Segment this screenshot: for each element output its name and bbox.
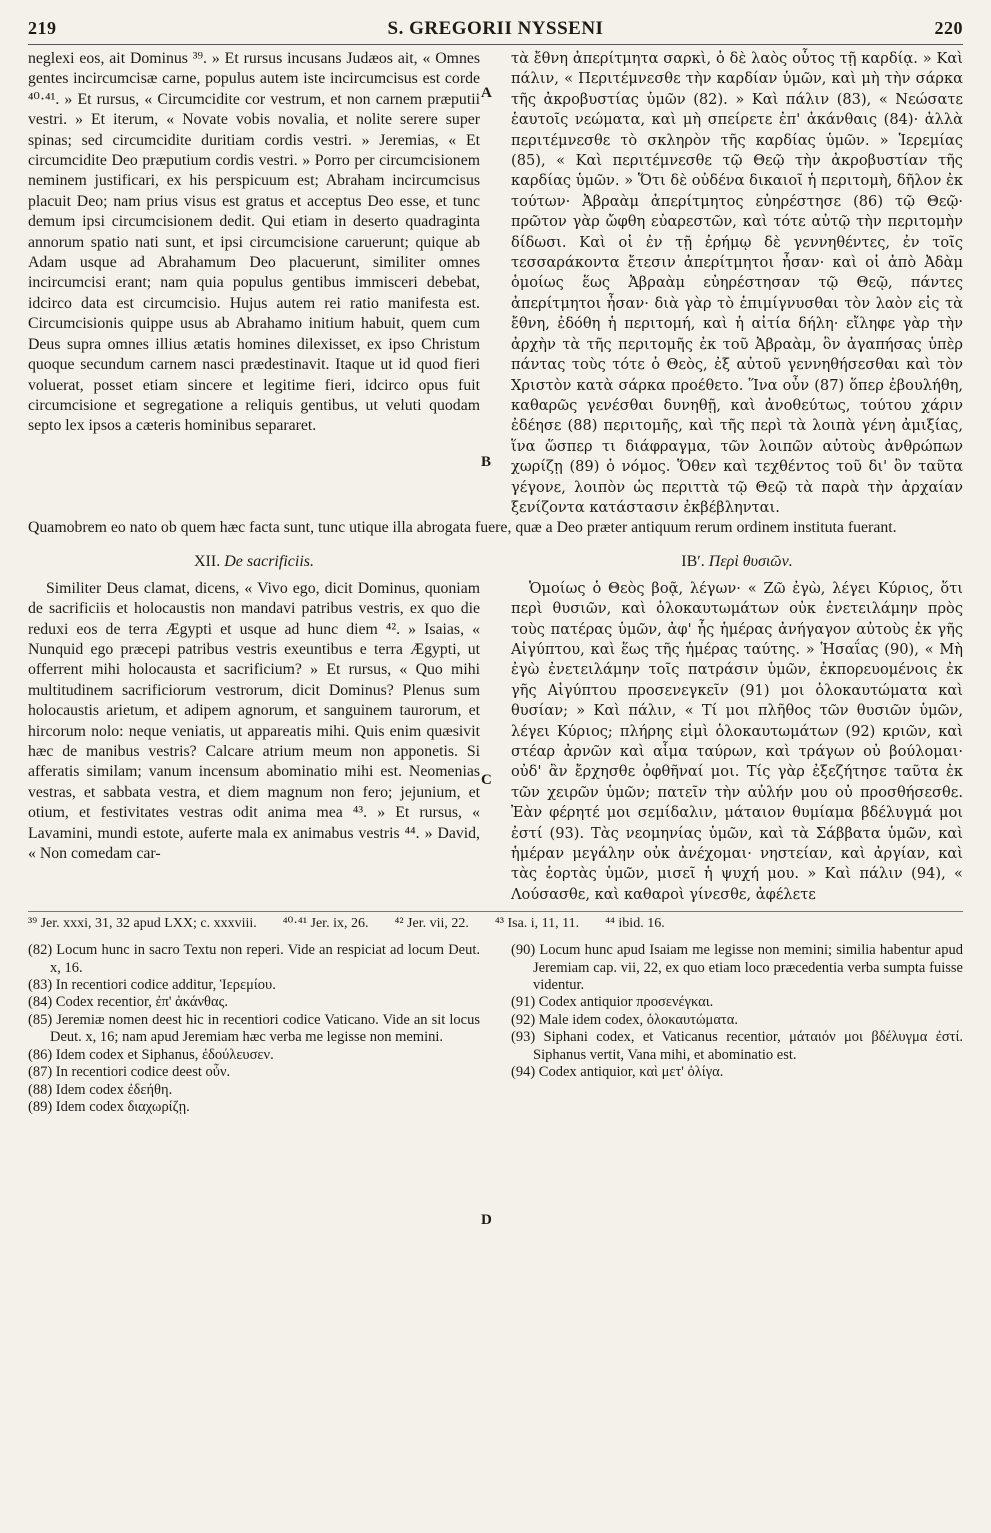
latin-section-number: XII. [194, 552, 221, 570]
greek-section-heading [511, 553, 963, 571]
greek-column-top [511, 49, 963, 518]
reference: ⁴² Jer. vii, 22. [394, 916, 469, 932]
greek-text-top: τὰ ἔθνη ἀπερίτμητα σαρκὶ, ὁ δὲ λαὸς οὗτος τῇ καρδίᾳ. » Καὶ πάλιν, « Περιτέμνεσθε τὴν καρδίαν ὑμῶν, καὶ μὴ τὴν σάρκα τῆς ἀκροβυστίας ὑμῶν (82). » Καὶ πάλιν (83), « Νεώσατε ἑαυτοῖς νεώματα, καὶ μὴ σπείρετε ἐπ' ἀκάνθαις (84)· ἀλλὰ περιτέμνεσθε τὸ σκληρὸν τῆς καρδίας ὑμῶν. » Ἱερεμίας (85), « Καὶ περιτέμνεσθε τῷ Θεῷ τὴν ἀκροβυστίαν τῆς καρδίας ὑμῶν. » Ὅτι δὲ οὐδένα δικαιοῖ ἡ περιτομὴ, δῆλον ἐκ τούτων· Ἀβραὰμ ἀπερίτμητος εὐηρέστησε (86) τῷ Θεῷ· πρῶτον γὰρ ὤφθη εὐαρεστῶν, καὶ τότε αὐτῷ τὴν περιτομὴν δίδωσι. Καὶ οἱ ἐν τῇ ἐρήμῳ δὲ γεννηθέντες, ἐν τοῖς τεσσαράκοντα ἔτεσιν ἀπερίτμητοι ἦσαν· καὶ οἱ ἀπὸ Ἀδὰμ ὁμοίως ἕως Ἀβραὰμ εὐηρέστησαν τῷ Θεῷ, πάντες ἀπερίτμητοι ἦσαν· διὰ γὰρ τὸ ἐπιμίγνυσθαι τὸν λαὸν εἰς τὰ ἔθνη, ἐδόθη ἡ περιτομή, καὶ ἡ αἰτία δήλη· εἴληφε γὰρ τὴν ἀρχὴν τὰ τῆς περιτομῆς ἐκ τοῦ Ἀβραὰμ, ὃν ἀγαπήσας ὑπὲρ πάντας τοὺς τότε ὁ Θεὸς, ἐξ αὐτοῦ γεννηθήσεσθαι καὶ τὸν Χριστὸν κατὰ σάρκα προέθετο. Ἵνα οὖν (87) ὅπερ ἐβουλήθη, καθαρῶς γενέσθαι δυνηθῇ, καὶ ἀνοθεύτως, τούτου χάριν ἐδέησε (88) περιτομῆς, καὶ τῆς περὶ τὰ λοιπὰ γένη ἀμιξίας, ἵνα ὥσπερ τι διάφραγμα, τῶν λοιπῶν αὐτοὺς ἀνθρώπων χωρίζῃ (89) ὁ νόμος. Ὅθεν καὶ τεχθέντος τοῦ δι' ὃν ταῦτα γέγονε, λοιπὸν ὡς περιττὰ τῷ Θεῷ τὰ παρὰ τὴν ἀρχαίαν ξενίζοντα κατάστασιν ἐκβέβληνται. [511, 50, 963, 516]
greek-section-title: Περὶ θυσιῶν. [708, 552, 793, 570]
footnote: (92) Male idem codex, ὁλοκαυτώματα. [511, 1011, 738, 1028]
right-page-number: 220 [934, 18, 963, 38]
latin-text-top: neglexi eos, ait Dominus ³⁹. » Et rursus incusans Judæos ait, « Omnes gentes incircumcisæ carne, populus autem iste incircumcisus est corde ⁴⁰·⁴¹. » Et rursus, « Circumcidite cor vestrum, et non carnem præputii vestri. » Et iterum, « Novate vobis novalia, et nolite serere super spinas; sed circumcidite duritiam cordis vestri. » Jeremias, « Et circumcidite Deo præputium cordis vestri. » Porro per circumcisionem neminem justificari, ex his perspicuum est; Abraham incircumcisus placuit Deo; nam prius visus est gratus et acceptus Deo esse, et tunc demum ipsi circumcisionem dedit. Qui etiam in deserto quadraginta annorum spatio nati sunt, et ipsi circumcisione caruerunt; quique ab Adam usque ad Abrahamum Deo placuerunt, similiter omnes incircumcisi erant; nam quia populus gentibus immisceri debebat, idcirco data est circumcisio. Hujus autem rei ratio manifesta est. Circumcisionis quippe usus ab Abrahamo initium habuit, quem cum Deus supra omnes illius ætatis homines dilexisset, ex ipso Christum quoque secundum carnem nasci prædestinavit. Itaque ut id quod fieri voluerat, posset etiam sincere et legitime fieri, idcirco opus fuit circumcisione et segregatione a reliquis gentibus, ut veluti quodam septo lex ipsos a cæteris hominibus separaret. [28, 50, 480, 435]
footnotes [28, 942, 963, 1116]
page [28, 18, 963, 1116]
footnote: (82) Locum hunc in sacro Textu non reperi. Vide an respiciat ad locum Deut. x, 16. [28, 942, 480, 976]
bottom-columns [28, 579, 963, 906]
footnotes-left [28, 942, 480, 1116]
footnote: (89) Idem codex διαχωρίζῃ. [28, 1098, 190, 1115]
latin-column-top [28, 49, 480, 518]
footnote: (87) In recentiori codice deest οὖν. [28, 1064, 231, 1081]
footnote: (94) Codex antiquior, καὶ μετ' ὀλίγα. [511, 1064, 724, 1081]
footnote: (91) Codex antiquior προσενέγκαι. [511, 994, 714, 1011]
top-columns [28, 49, 963, 518]
latin-section-title: De sacrificiis. [224, 552, 314, 570]
running-title: S. GREGORII NYSSENI [387, 18, 604, 39]
footnotes-right [511, 942, 963, 1116]
greek-column-bottom [511, 579, 963, 906]
footnote: (84) Codex recentior, ἐπ' ἀκάνθας. [28, 994, 228, 1011]
section-headings [28, 553, 963, 571]
margin-marker-c: C [481, 772, 492, 788]
running-header [28, 18, 963, 45]
footnote: (85) Jeremiæ nomen deest hic in recentiori codice Vaticano. Vide an sit locus Deut. x, 16; nam apud Jeremiam hæc verba me legisse non memini. [28, 1011, 480, 1046]
footnote: (86) Idem codex et Siphanus, ἐδούλευσεν. [28, 1046, 274, 1063]
reference: ³⁹ Jer. xxxi, 31, 32 apud LXX; c. xxxviii. [28, 916, 257, 932]
latin-column-bottom [28, 579, 480, 906]
margin-marker-a: A [481, 85, 492, 101]
latin-section-heading [28, 553, 480, 571]
left-page-number: 219 [28, 18, 57, 38]
full-width-text: Quamobrem eo nato ob quem hæc facta sunt, tunc utique illa abrogata fuere, quæ a Deo præter antiquum rerum ordinem instituta fuerant. [28, 519, 897, 537]
greek-section-number: ΙΒʹ. [681, 552, 705, 570]
latin-text-bottom: Similiter Deus clamat, dicens, « Vivo ego, dicit Dominus, quoniam de sacrificiis et holocaustis non mandavi patribus vestris, ex quo die reduxi eos de terra Ægypti et usque ad hunc diem ⁴². » Isaias, « Nunquid ego præcepi patribus vestris exeuntibus e terra Ægypti, ut offerrent mihi holocausta et sacrificium? » Et rursus, « Quo mihi multitudinem sacrificiorum vestrorum, dicit Dominus? Plenus sum holocaustis arietum, et adipem agnorum, et sanguinem taurorum, et hircorum nolo: neque veniatis, ut appareatis mihi. Quis enim quæsivit hæc de manibus vestris? Calcare atrium meum non apponetis. Si afferatis similam; vanum incensum abominatio mihi est. Neomenias vestras, et sabbata vestra, et diem magnum non fero; jejunium, et otium, et festivitates vestras odit anima mea ⁴³. » Et rursus, « Lavamini, mundi estote, auferte mala ex animabus vestris ⁴⁴. » David, « Non comedam car- [28, 579, 480, 863]
margin-marker-d: D [481, 1212, 492, 1228]
scripture-references [28, 911, 963, 932]
margin-marker-b: B [481, 454, 492, 470]
reference: ⁴⁰·⁴¹ Jer. ix, 26. [282, 916, 369, 932]
footnote: (83) In recentiori codice additur, Ἱερεμίου. [28, 977, 276, 994]
footnote: (93) Siphani codex, et Vaticanus recentior, μάταιόν μοι βδέλυγμα ἐστί. Siphanus vertit, Vana mihi, et abominatio est. [511, 1029, 963, 1063]
footnote: (88) Idem codex ἐδεήθη. [28, 1081, 173, 1098]
greek-text-bottom: Ὁμοίως ὁ Θεὸς βοᾷ, λέγων· « Ζῶ ἐγὼ, λέγει Κύριος, ὅτι περὶ θυσιῶν, καὶ ὁλοκαυτωμάτων οὐκ ἐνετειλάμην πρὸς τοὺς πατέρας ὑμῶν, ἀφ' ἧς ἡμέρας ἀνήγαγον αὐτοὺς ἐκ γῆς Αἰγύπτου, καὶ ἕως τῆς ἡμέρας ταύτης. » Ἡσαΐας (90), « Μὴ ἐγὼ ἐνετειλάμην τοῖς πατράσιν ὑμῶν, ἐκπορευομένοις ἐκ γῆς Αἰγύπτου προσενεγκεῖν (91) μοι ὁλοκαυτώματα καὶ θυσίαν; » Καὶ πάλιν, « Τί μοι πλῆθος τῶν θυσιῶν ὑμῶν, λέγει Κύριος; πλήρης εἰμὶ ὁλοκαυτωμάτων (92) κριῶν, καὶ στέαρ ἀρνῶν καὶ αἷμα ταύρων, καὶ τράγων οὐ βούλομαι· οὐδ' ἂν ἔρχησθε ὀφθῆναί μοι. Τίς γὰρ ἐξεζήτησε ταῦτα ἐκ τῶν χειρῶν ὑμῶν; πατεῖν τὴν αὐλήν μου οὐ προσθήσεσθε. Ἐὰν φέρητέ μοι σεμίδαλιν, μάταιον θυμίαμα βδέλυγμά μοι ἐστί (93). Τὰς νεομηνίας ὑμῶν, καὶ τὰ Σάββατα ὑμῶν, καὶ ἡμέραν μεγάλην οὐκ ἀνέχομαι· νηστείαν, καὶ ἀργίαν, καὶ τὰς ἑορτὰς ὑμῶν, μισεῖ ἡ ψυχή μου. » Καὶ πάλιν (94), « Λούσασθε, καὶ καθαροὶ γίνεσθε, ἀφέλετε [511, 579, 963, 903]
reference: ⁴³ Isa. i, 11, 11. [494, 916, 580, 932]
reference: ⁴⁴ ibid. 16. [605, 916, 665, 932]
footnote: (90) Locum hunc apud Isaiam me legisse non memini; similia habentur apud Jeremiam cap. vii, 22, ex quo etiam loco præcedentia verba sumpta fuisse videntur. [511, 942, 963, 994]
